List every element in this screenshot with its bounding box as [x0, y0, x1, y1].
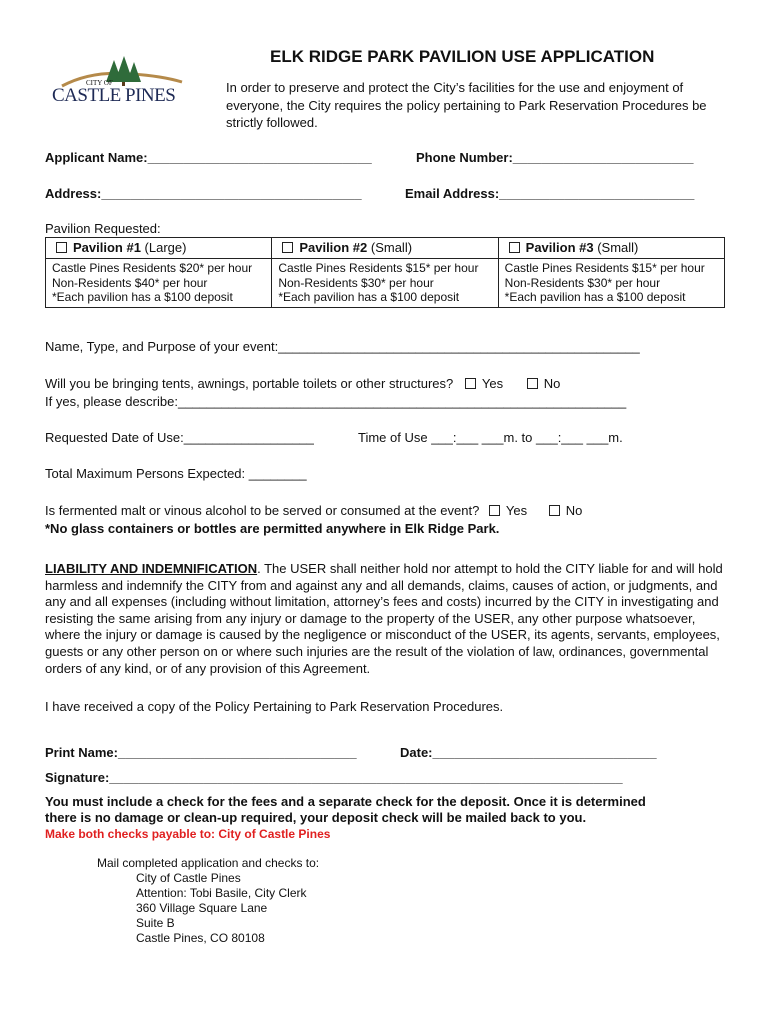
mail-address-line: Suite B: [136, 916, 175, 930]
page-title: ELK RIDGE PARK PAVILION USE APPLICATION: [270, 47, 655, 66]
checkbox[interactable]: [56, 242, 67, 253]
pavilion-2-rates: Castle Pines Residents $15* per hour Non-Residents $30* per hour *Each pavilion has a $100 deposit: [272, 259, 498, 308]
logo-small-text: CITY OF: [86, 79, 113, 87]
requested-date-field[interactable]: Requested Date of Use:__________________: [45, 430, 314, 445]
date-field[interactable]: Date:_______________________________: [400, 745, 657, 760]
structures-yes-checkbox[interactable]: [465, 378, 476, 389]
structures-no-checkbox[interactable]: [527, 378, 538, 389]
structures-describe-field[interactable]: If yes, please describe:______________________________________________________________: [45, 394, 627, 409]
mail-address-line: 360 Village Square Lane: [136, 901, 268, 915]
mail-address-line: Castle Pines, CO 80108: [136, 931, 265, 945]
liability-heading: LIABILITY AND INDEMNIFICATION: [45, 561, 258, 576]
glass-notice: *No glass containers or bottles are permitted anywhere in Elk Ridge Park.: [45, 521, 500, 536]
payable-notice: Make both checks payable to: City of Castle Pines: [45, 827, 331, 841]
checkbox[interactable]: [282, 242, 293, 253]
time-of-use-field[interactable]: Time of Use ___:___ ___m. to ___:___ ___m.: [358, 430, 623, 445]
mail-address-line: City of Castle Pines: [136, 871, 241, 885]
checkbox[interactable]: [509, 242, 520, 253]
pavilion-3-option[interactable]: Pavilion #3 (Small): [498, 238, 724, 259]
address-field[interactable]: Address:____________________________________: [45, 186, 362, 201]
alcohol-yes-checkbox[interactable]: [489, 505, 500, 516]
pavilion-3-rates: Castle Pines Residents $15* per hour Non-Residents $30* per hour *Each pavilion has a $100 deposit: [498, 259, 724, 308]
max-persons-field[interactable]: Total Maximum Persons Expected: ________: [45, 466, 307, 481]
pavilion-requested-label: Pavilion Requested:: [45, 221, 161, 236]
alcohol-question: Is fermented malt or vinous alcohol to be served or consumed at the event? Yes No: [45, 503, 583, 518]
signature-field[interactable]: Signature:_______________________________________________________________________: [45, 770, 623, 785]
email-address-field[interactable]: Email Address:___________________________: [405, 186, 695, 201]
castle-pines-logo: [52, 56, 192, 106]
mailing-address-block: [97, 856, 319, 946]
phone-number-field[interactable]: Phone Number:_________________________: [416, 150, 694, 165]
applicant-name-field[interactable]: Applicant Name:_______________________________: [45, 150, 372, 165]
mail-address-line: Attention: Tobi Basile, City Clerk: [136, 886, 307, 900]
pavilion-2-option[interactable]: Pavilion #2 (Small): [272, 238, 498, 259]
logo-name: CASTLE PINES: [52, 85, 176, 106]
event-purpose-field[interactable]: Name, Type, and Purpose of your event:__________________________________________________: [45, 339, 640, 354]
check-notice-line-2: there is no damage or clean-up required, your deposit check will be mailed back to you.: [45, 810, 587, 825]
structures-question: Will you be bringing tents, awnings, portable toilets or other structures? Yes No: [45, 376, 561, 391]
pavilion-table: [45, 237, 725, 308]
print-name-field[interactable]: Print Name:_________________________________: [45, 745, 357, 760]
mail-label: Mail completed application and checks to:: [97, 856, 320, 870]
pavilion-1-rates: Castle Pines Residents $20* per hour Non-Residents $40* per hour *Each pavilion has a $100 deposit: [46, 259, 272, 308]
policy-received-statement: I have received a copy of the Policy Pertaining to Park Reservation Procedures.: [45, 699, 504, 714]
check-notice-line-1: You must include a check for the fees and a separate check for the deposit. Once it is determined: [45, 794, 646, 809]
intro-text: In order to preserve and protect the City’s facilities for the use and enjoyment of everyone, the City requires the policy pertaining to Park Reservation Procedures be strictly followed.: [226, 80, 707, 130]
alcohol-no-checkbox[interactable]: [549, 505, 560, 516]
pavilion-1-option[interactable]: Pavilion #1 (Large): [46, 238, 272, 259]
liability-paragraph: LIABILITY AND INDEMNIFICATION. The USER shall neither hold nor attempt to hold the CITY liable for and will hold harmless and indemnify the CITY from and against any and all demands, claims, causes of action, or judgments, and any and all expenses (including without limitation, attorney’s fees and costs) incurred by the CITY in investigating and resisting the same arising from any injury or damage to the property of the USER, any other purpose whatsoever, where the injury or damage is caused by the negligence or misconduct of the USER, its agents, servants, employees, guests or any other person on or where such injuries are the result of the violation of law, ordinances, governmental orders of any kind, or of any provision of this Agreement.: [45, 561, 723, 676]
